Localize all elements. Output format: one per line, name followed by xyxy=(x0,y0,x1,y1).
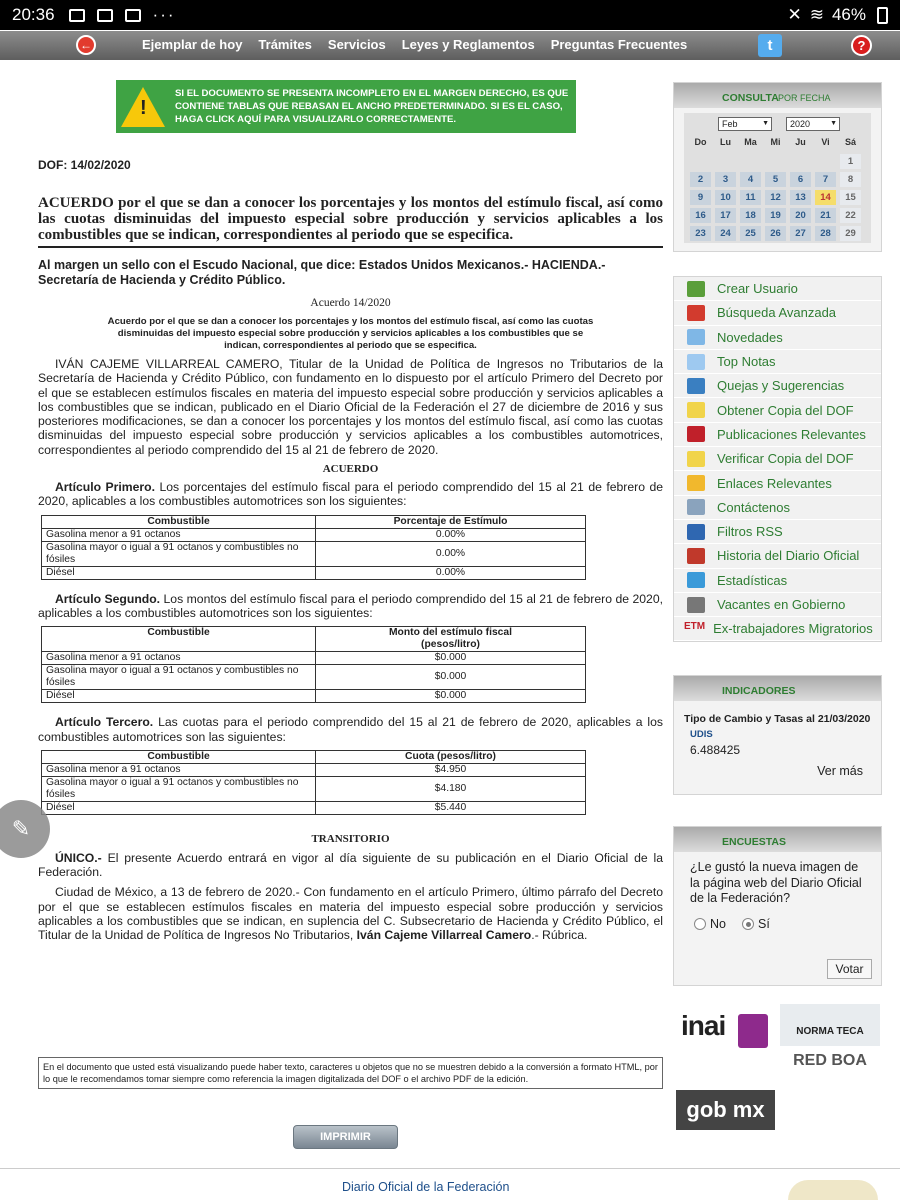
radio-no[interactable] xyxy=(694,918,706,930)
calendar-day[interactable]: 3 xyxy=(715,172,736,187)
nav-ejemplar-de-hoy[interactable]: Ejemplar de hoy xyxy=(142,37,243,52)
table-row xyxy=(42,665,586,690)
panel-header xyxy=(674,676,881,701)
table-header: Cuota (pesos/litro) xyxy=(316,750,586,763)
table-header: Combustible xyxy=(42,627,316,652)
menu-item-label: Estadísticas xyxy=(717,572,788,588)
article-second-paragraph xyxy=(38,592,663,621)
calendar-day[interactable]: 9 xyxy=(690,190,711,205)
calendar-empty-cell xyxy=(715,154,736,169)
survey-title: ENCUESTAS xyxy=(722,836,786,848)
table-cell: $0.000 xyxy=(316,690,586,703)
article-third-text: Las cuotas para el periodo comprendido del 15 al 21 de febrero de 2020, aplicables a los combustibles automotrices son las siguientes: xyxy=(38,715,663,744)
back-arrow-icon[interactable]: ← xyxy=(76,35,96,55)
footer-divider xyxy=(0,1168,900,1169)
unico-text: El presente Acuerdo entrará en vigor al día siguiente de su publicación en el Diario Oficial de la Federación. xyxy=(38,850,663,880)
star-note-icon xyxy=(687,354,705,370)
weekday-header: Lu xyxy=(720,137,731,147)
newspaper-icon xyxy=(687,426,705,442)
month-select[interactable]: Feb ▼ xyxy=(718,117,772,131)
article-third-label: Artículo Tercero. xyxy=(55,715,154,730)
table-cell: Gasolina menor a 91 octanos xyxy=(42,763,316,776)
article-first-text: Los porcentajes del estímulo fiscal para el periodo comprendido del 15 al 21 de febrero de 2020, aplicables a los combustibles automotrices son los siguientes: xyxy=(38,480,664,509)
table-cell: Gasolina mayor o igual a 91 octanos y combustibles no fósiles xyxy=(42,776,316,801)
inai-logo-text: inai xyxy=(681,1010,726,1041)
date-lookup-panel xyxy=(673,82,882,252)
status-time: 20:36 xyxy=(12,5,55,24)
menu-item-quejas-y-sugerencias[interactable] xyxy=(674,374,881,398)
closing-paragraph xyxy=(38,885,663,942)
weekday-header: Ju xyxy=(795,137,806,147)
menu-item-label: Contáctenos xyxy=(717,499,790,515)
calendar-day[interactable]: 11 xyxy=(740,190,761,205)
table-cell: $4.950 xyxy=(316,763,586,776)
calendar-day[interactable]: 7 xyxy=(815,172,836,187)
menu-item-label: Búsqueda Avanzada xyxy=(717,305,837,321)
battery-icon xyxy=(877,7,888,24)
table-row xyxy=(42,566,586,579)
year-select[interactable]: 2020 ▼ xyxy=(786,117,840,131)
document-copy-icon xyxy=(687,402,705,418)
table-header: Porcentaje de Estímulo xyxy=(316,515,586,528)
see-more-link[interactable]: Ver más xyxy=(817,764,863,778)
article-second-text: Los montos del estímulo fiscal para el periodo comprendido del 15 al 21 de febrero de 2020, aplicables a los combustibles automotrices son los siguientes: xyxy=(38,591,663,620)
panel-header xyxy=(674,83,881,108)
table-row xyxy=(42,801,586,814)
table-row xyxy=(42,776,586,801)
table-cell: 0.00% xyxy=(316,528,586,541)
help-icon[interactable]: ? xyxy=(851,35,872,56)
table-row xyxy=(42,541,586,566)
menu-item-label: Enlaces Relevantes xyxy=(717,475,832,491)
table-row xyxy=(42,528,586,541)
calendar-grid xyxy=(690,137,865,241)
unico-label: ÚNICO.- xyxy=(55,850,102,865)
menu-item-label: Ex-trabajadores Migratorios xyxy=(713,621,873,637)
nav-leyes-y-reglamentos[interactable]: Leyes y Reglamentos xyxy=(401,37,535,52)
table-header-row xyxy=(42,750,586,763)
main-nav xyxy=(0,31,900,60)
battery-percent: 46% xyxy=(831,5,866,24)
jobs-icon xyxy=(687,597,705,613)
calendar-day[interactable]: 13 xyxy=(790,190,811,205)
menu-item-label: Top Notas xyxy=(717,354,776,370)
intro-paragraph: IVÁN CAJEME VILLARREAL CAMERO, Titular de la Unidad de Política de Ingresos no Tributarios de la Secretaría de Hacienda y Crédito Público, con fundamento en lo dispuesto por el artículo Primero del Decreto por el que se establecen estímulos fiscales en materia del impuesto especial sobre producción y servicios aplicables a los combustibles que se indican, publicado en el Diario Oficial de la Federación el 27 de diciembre de 2016 y sus posteriores modificaciones, se dan a conocer los porcentajes y los montos del estímulo fiscal, así como las cuotas disminuidas del impuesto especial sobre producción y servicios aplicables a los combustibles automotrices, correspondientes al periodo comprendido del 15 al 21 de febrero de 2020. xyxy=(38,357,663,457)
calendar-day[interactable]: 12 xyxy=(765,190,786,205)
menu-item-historia-del-diario-oficial[interactable] xyxy=(674,544,881,568)
user-add-icon xyxy=(687,281,705,297)
menu-item-enlaces-relevantes[interactable] xyxy=(674,471,881,495)
calendar-day[interactable]: 28 xyxy=(815,226,836,241)
table-row xyxy=(42,652,586,665)
option-label: No xyxy=(710,916,726,931)
survey-panel xyxy=(673,826,882,986)
article xyxy=(38,195,663,943)
unico-paragraph xyxy=(38,851,663,880)
table-cell: Gasolina mayor o igual a 91 octanos y combustibles no fósiles xyxy=(42,541,316,566)
table-cell: Diésel xyxy=(42,801,316,814)
menu-item-label: Obtener Copia del DOF xyxy=(717,402,854,418)
indicators-panel xyxy=(673,675,882,795)
menu-item-vacantes-en-gobierno[interactable] xyxy=(674,593,881,617)
menu-item-top-notas[interactable] xyxy=(674,350,881,374)
nav-servicios[interactable]: Servicios xyxy=(327,37,386,52)
youtube-notification-icon xyxy=(69,9,85,22)
menu-item-estadisticas[interactable] xyxy=(674,569,881,593)
warning-text: SI EL DOCUMENTO SE PRESENTA INCOMPLETO EN EL MARGEN DERECHO, ES QUE CONTIENE TABLAS QUE REBASAN EL ANCHO PREDETERMINADO. SI ES EL CASO, HAGA CLICK AQUÍ PARA VISUALIZARLO CORRECTAMENTE. xyxy=(175,88,569,125)
weekday-header: Mi xyxy=(770,137,781,147)
transitorio-heading: TRANSITORIO xyxy=(311,832,390,845)
indicators-subtitle: Tipo de Cambio y Tasas al 21/03/2020 xyxy=(684,713,871,725)
calendar-empty-cell xyxy=(815,154,836,169)
calendar-day[interactable]: 25 xyxy=(740,226,761,241)
acuerdo-heading: ACUERDO xyxy=(322,463,379,476)
gobmx-logo[interactable]: gob mx xyxy=(676,1090,775,1130)
speaker-notification-icon xyxy=(97,9,113,22)
table-header: Monto del estímulo fiscal (pesos/litro) xyxy=(316,627,586,652)
closing-end: .- Rúbrica. xyxy=(531,928,588,943)
calendar-empty-cell xyxy=(740,154,761,169)
closing-text: Ciudad de México, a 13 de febrero de 2020.- Con fundamento en el artículo Primero, último párrafo del Decreto por el que se establecen estímulos fiscales en materia del impuesto especial sobre producción y servicios aplicables a los combustibles que se indican, en suplencia del C. Subsecretario de Hacienda y Crédito Público, el Titular de la Unidad de Política de Ingresos No Tributarios, xyxy=(38,885,663,943)
screen-notification-icon xyxy=(125,9,141,22)
menu-item-label: Crear Usuario xyxy=(717,281,798,297)
warning-icon: ! xyxy=(121,87,165,127)
calendar-day[interactable]: 26 xyxy=(765,226,786,241)
calendar-day[interactable]: 20 xyxy=(790,208,811,223)
edit-pencil-icon[interactable]: ✎ xyxy=(0,800,50,858)
calendar-day[interactable]: 16 xyxy=(690,208,711,223)
menu-item-label: Historia del Diario Oficial xyxy=(717,548,860,564)
calendar-day[interactable]: 6 xyxy=(790,172,811,187)
table-cell: 0.00% xyxy=(316,541,586,566)
books-icon xyxy=(687,548,705,564)
table-cell: Gasolina menor a 91 octanos xyxy=(42,528,316,541)
calendar-day[interactable]: 29 xyxy=(840,226,861,241)
redboa-logo[interactable]: RED BOA xyxy=(793,1052,867,1069)
print-button[interactable]: IMPRIMIR xyxy=(293,1125,398,1149)
table-cell: $0.000 xyxy=(316,665,586,690)
menu-item-label: Verificar Copia del DOF xyxy=(717,451,854,467)
html-conversion-note: En el documento que usted está visualizando puede haber texto, caracteres u objetos que no se muestren debido a la conversión a formato HTML, por lo que le recomendamos tomar siempre como referencia la imagen digitalizada del DOF o el archivo PDF de la edición. xyxy=(38,1057,663,1089)
footer-link[interactable]: Diario Oficial de la Federación xyxy=(342,1180,510,1194)
status-bar xyxy=(0,0,900,30)
stimulus-percentage-table xyxy=(41,515,586,580)
table-cell: Gasolina mayor o igual a 91 octanos y combustibles no fósiles xyxy=(42,665,316,690)
calendar-day[interactable]: 10 xyxy=(715,190,736,205)
inai-logo-icon xyxy=(738,1014,768,1048)
calendar xyxy=(684,113,871,243)
calendar-day[interactable]: 2 xyxy=(690,172,711,187)
table-row xyxy=(42,763,586,776)
calendar-day[interactable]: 17 xyxy=(715,208,736,223)
menu-item-filtros-rss[interactable] xyxy=(674,520,881,544)
menu-item-ex-trabajadores-migratorios[interactable] xyxy=(674,617,881,641)
news-icon xyxy=(687,329,705,345)
option-label: Sí xyxy=(757,916,770,931)
article-title: ACUERDO por el que se dan a conocer los porcentajes y los montos del estímulo fiscal, así como las cuotas disminuidas del impuesto especial sobre producción y servicios aplicables a los combustibles que se indican, correspondientes al periodo que se especifica. xyxy=(38,195,663,248)
menu-item-obtener-copia-del-dof[interactable] xyxy=(674,398,881,422)
article-first-paragraph xyxy=(38,480,663,509)
table-header-row xyxy=(42,627,586,652)
calendar-day[interactable]: 4 xyxy=(740,172,761,187)
calendar-subtitle: POR FECHA xyxy=(778,93,831,103)
article-second-label: Artículo Segundo. xyxy=(55,591,161,606)
nav-links xyxy=(142,37,687,52)
twitter-icon[interactable]: t xyxy=(758,34,782,57)
udis-value: 6.488425 xyxy=(690,743,741,757)
incomplete-document-warning[interactable] xyxy=(116,80,576,133)
contact-card-icon xyxy=(687,499,705,515)
weekday-header: Ma xyxy=(744,137,757,147)
nav-tramites[interactable]: Trámites xyxy=(258,37,312,52)
wifi-icon: ≋ xyxy=(809,5,824,24)
menu-item-crear-usuario[interactable] xyxy=(674,277,881,301)
menu-item-novedades[interactable] xyxy=(674,326,881,350)
rss-icon xyxy=(687,524,705,540)
udis-label: UDIS xyxy=(690,729,713,740)
calendar-empty-cell xyxy=(790,154,811,169)
calendar-title: CONSULTA xyxy=(722,92,779,104)
table-cell: $5.440 xyxy=(316,801,586,814)
more-notifications-icon: ··· xyxy=(152,5,176,24)
stimulus-amount-table xyxy=(41,626,586,703)
search-icon xyxy=(687,305,705,321)
menu-item-label: Publicaciones Relevantes xyxy=(717,426,866,442)
mute-icon: ✕ xyxy=(787,5,802,24)
calendar-day[interactable]: 22 xyxy=(840,208,861,223)
star-icon xyxy=(687,475,705,491)
verify-icon xyxy=(687,451,705,467)
calendar-day[interactable]: 21 xyxy=(815,208,836,223)
footer-seal-logo xyxy=(788,1180,878,1200)
weekday-header: Sá xyxy=(844,137,856,147)
indicators-title: INDICADORES xyxy=(722,685,796,697)
weekday-header: Do xyxy=(694,137,707,147)
table-header: Combustible xyxy=(42,515,316,528)
table-row xyxy=(42,690,586,703)
article-third-paragraph xyxy=(38,715,663,744)
fee-table xyxy=(41,750,586,815)
menu-item-label: Novedades xyxy=(717,329,783,345)
menu-item-label: Vacantes en Gobierno xyxy=(717,597,846,612)
table-cell: $4.180 xyxy=(316,776,586,801)
table-cell: 0.00% xyxy=(316,566,586,579)
article-first-label: Artículo Primero. xyxy=(55,480,155,495)
calendar-day[interactable]: 14 xyxy=(815,190,836,205)
calendar-empty-cell xyxy=(765,154,786,169)
table-cell: Diésel xyxy=(42,690,316,703)
calendar-day[interactable]: 19 xyxy=(765,208,786,223)
calendar-day[interactable]: 1 xyxy=(840,154,861,169)
calendar-day[interactable]: 24 xyxy=(715,226,736,241)
acuerdo-number: Acuerdo 14/2020 xyxy=(310,297,391,309)
table-cell: $0.000 xyxy=(316,652,586,665)
calendar-day[interactable]: 5 xyxy=(765,172,786,187)
services-menu xyxy=(673,276,882,642)
radio-yes[interactable] xyxy=(742,918,754,930)
vote-button[interactable]: Votar xyxy=(827,959,872,979)
table-header-row xyxy=(42,515,586,528)
calendar-day[interactable]: 18 xyxy=(740,208,761,223)
menu-item-contactenos[interactable] xyxy=(674,496,881,520)
calendar-day[interactable]: 15 xyxy=(840,190,861,205)
menu-item-busqueda-avanzada[interactable] xyxy=(674,301,881,325)
menu-item-publicaciones-relevantes[interactable] xyxy=(674,423,881,447)
survey-option-no[interactable] xyxy=(694,917,726,931)
panel-header xyxy=(674,827,881,852)
calendar-day[interactable]: 8 xyxy=(840,172,861,187)
inai-logo[interactable] xyxy=(681,1010,771,1068)
table-header: Combustible xyxy=(42,750,316,763)
survey-option-yes[interactable] xyxy=(742,917,770,931)
menu-item-label: Filtros RSS xyxy=(717,524,783,540)
calendar-day[interactable]: 27 xyxy=(790,226,811,241)
acuerdo-description: Acuerdo por el que se dan a conocer los porcentajes y los montos del estímulo fiscal, así como las cuotas disminuidas del impuesto especial sobre producción y servicios aplicables a los combustibles que se indican, correspondientes al periodo que se especifica. xyxy=(107,316,594,351)
article-seal-text: Al margen un sello con el Escudo Nacional, que dice: Estados Unidos Mexicanos.- HACIENDA.- Secretaría de Hacienda y Crédito Público. xyxy=(38,258,606,287)
stats-icon xyxy=(687,572,705,588)
mailbox-icon xyxy=(687,378,705,394)
survey-question: ¿Le gustó la nueva imagen de la página web del Diario Oficial de la Federación? xyxy=(690,860,862,905)
dof-date: DOF: 14/02/2020 xyxy=(38,158,131,172)
menu-item-verificar-copia-del-dof[interactable] xyxy=(674,447,881,471)
table-cell: Gasolina menor a 91 octanos xyxy=(42,652,316,665)
etm-icon: ETM xyxy=(684,620,706,632)
nav-preguntas-frecuentes[interactable]: Preguntas Frecuentes xyxy=(550,37,688,52)
calendar-day[interactable]: 23 xyxy=(690,226,711,241)
weekday-header: Vi xyxy=(821,137,830,147)
closing-signatory: Iván Cajeme Villarreal Camero xyxy=(356,928,532,943)
calendar-empty-cell xyxy=(690,154,711,169)
normateca-logo[interactable]: NORMA TECA xyxy=(780,1004,880,1046)
menu-item-label: Quejas y Sugerencias xyxy=(717,378,845,394)
table-cell: Diésel xyxy=(42,566,316,579)
survey-options xyxy=(694,917,881,931)
